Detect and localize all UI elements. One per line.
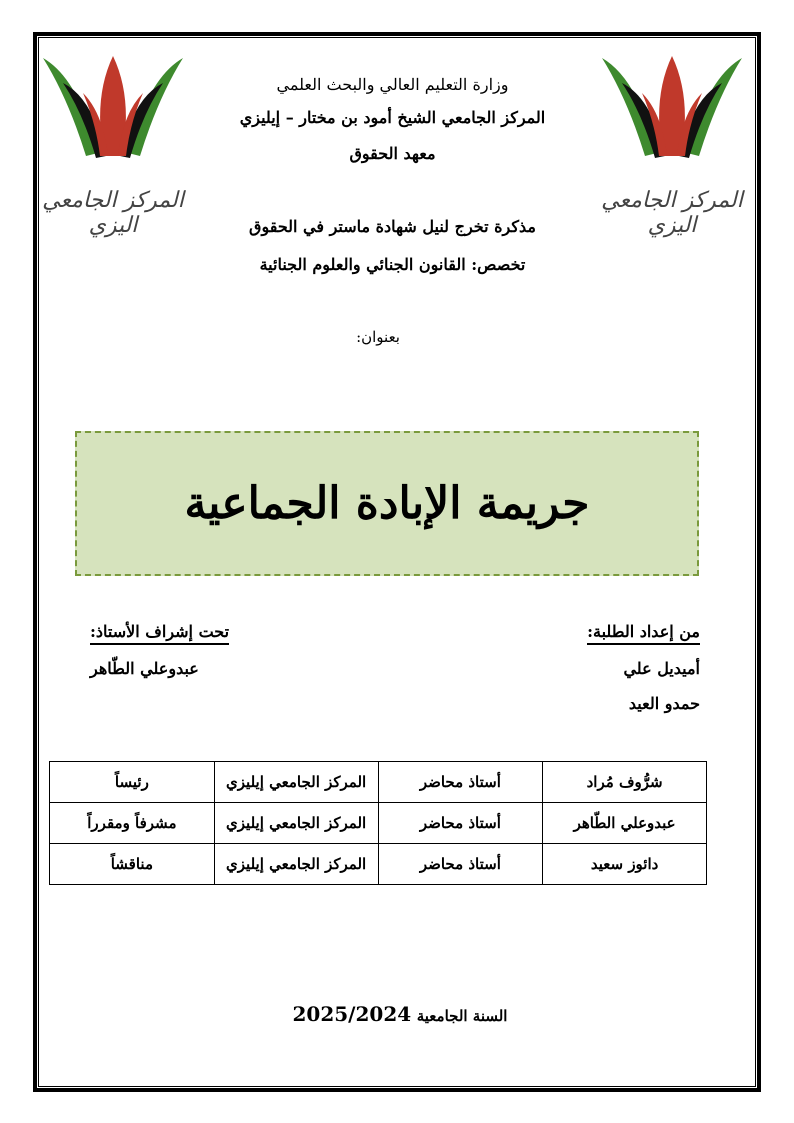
degree-line: مذكرة تخرج لنيل شهادة ماستر في الحقوق xyxy=(249,217,536,236)
jury-name: دائوز سعيد xyxy=(543,844,707,885)
institute-name: معهد الحقوق xyxy=(349,144,436,163)
logo-caption: المركز الجامعي اليزي xyxy=(601,188,743,238)
jury-name: عبدوعلي الطّاهر xyxy=(543,803,707,844)
subject-label: بعنوان: xyxy=(356,328,400,346)
table-row xyxy=(50,762,707,803)
academic-year-label: السنة الجامعية xyxy=(416,1007,508,1025)
logo-emblem-icon xyxy=(38,38,188,188)
jury-role: رئيساً xyxy=(50,762,215,803)
thesis-title: جريمة الإبادة الجماعية xyxy=(184,478,590,529)
jury-role: مناقشاً xyxy=(50,844,215,885)
thesis-title-box xyxy=(75,431,699,576)
jury-rank: أستاذ محاضر xyxy=(378,803,543,844)
student-name: أميديل علي xyxy=(623,659,700,678)
university-logo-right xyxy=(597,38,747,238)
university-logo-left xyxy=(38,38,188,238)
specialty-line: تخصص: القانون الجنائي والعلوم الجنائية xyxy=(259,255,526,274)
supervisor-label: تحت إشراف الأستاذ: xyxy=(90,622,229,645)
table-row xyxy=(50,844,707,885)
jury-institution: المركز الجامعي إيليزي xyxy=(214,803,378,844)
table-row xyxy=(50,803,707,844)
jury-institution: المركز الجامعي إيليزي xyxy=(214,762,378,803)
supervisor-name: عبدوعلي الطّاهر xyxy=(90,659,199,678)
jury-role: مشرفاً ومقرراً xyxy=(50,803,215,844)
jury-institution: المركز الجامعي إيليزي xyxy=(214,844,378,885)
jury-table xyxy=(49,761,707,885)
student-name: حمدو العيد xyxy=(628,694,700,713)
students-label: من إعداد الطلبة: xyxy=(587,622,700,645)
logo-emblem-icon xyxy=(597,38,747,188)
logo-caption: المركز الجامعي اليزي xyxy=(42,188,184,238)
academic-year-value: 2025/2024 xyxy=(292,1002,412,1026)
academic-year xyxy=(200,1002,600,1026)
jury-name: شرُّوف مُراد xyxy=(543,762,707,803)
ministry-name: وزارة التعليم العالي والبحث العلمي xyxy=(276,75,509,94)
jury-rank: أستاذ محاضر xyxy=(378,762,543,803)
university-center-name: المركز الجامعي الشيخ أمود بن مختار – إيليزي xyxy=(239,108,546,127)
jury-rank: أستاذ محاضر xyxy=(378,844,543,885)
